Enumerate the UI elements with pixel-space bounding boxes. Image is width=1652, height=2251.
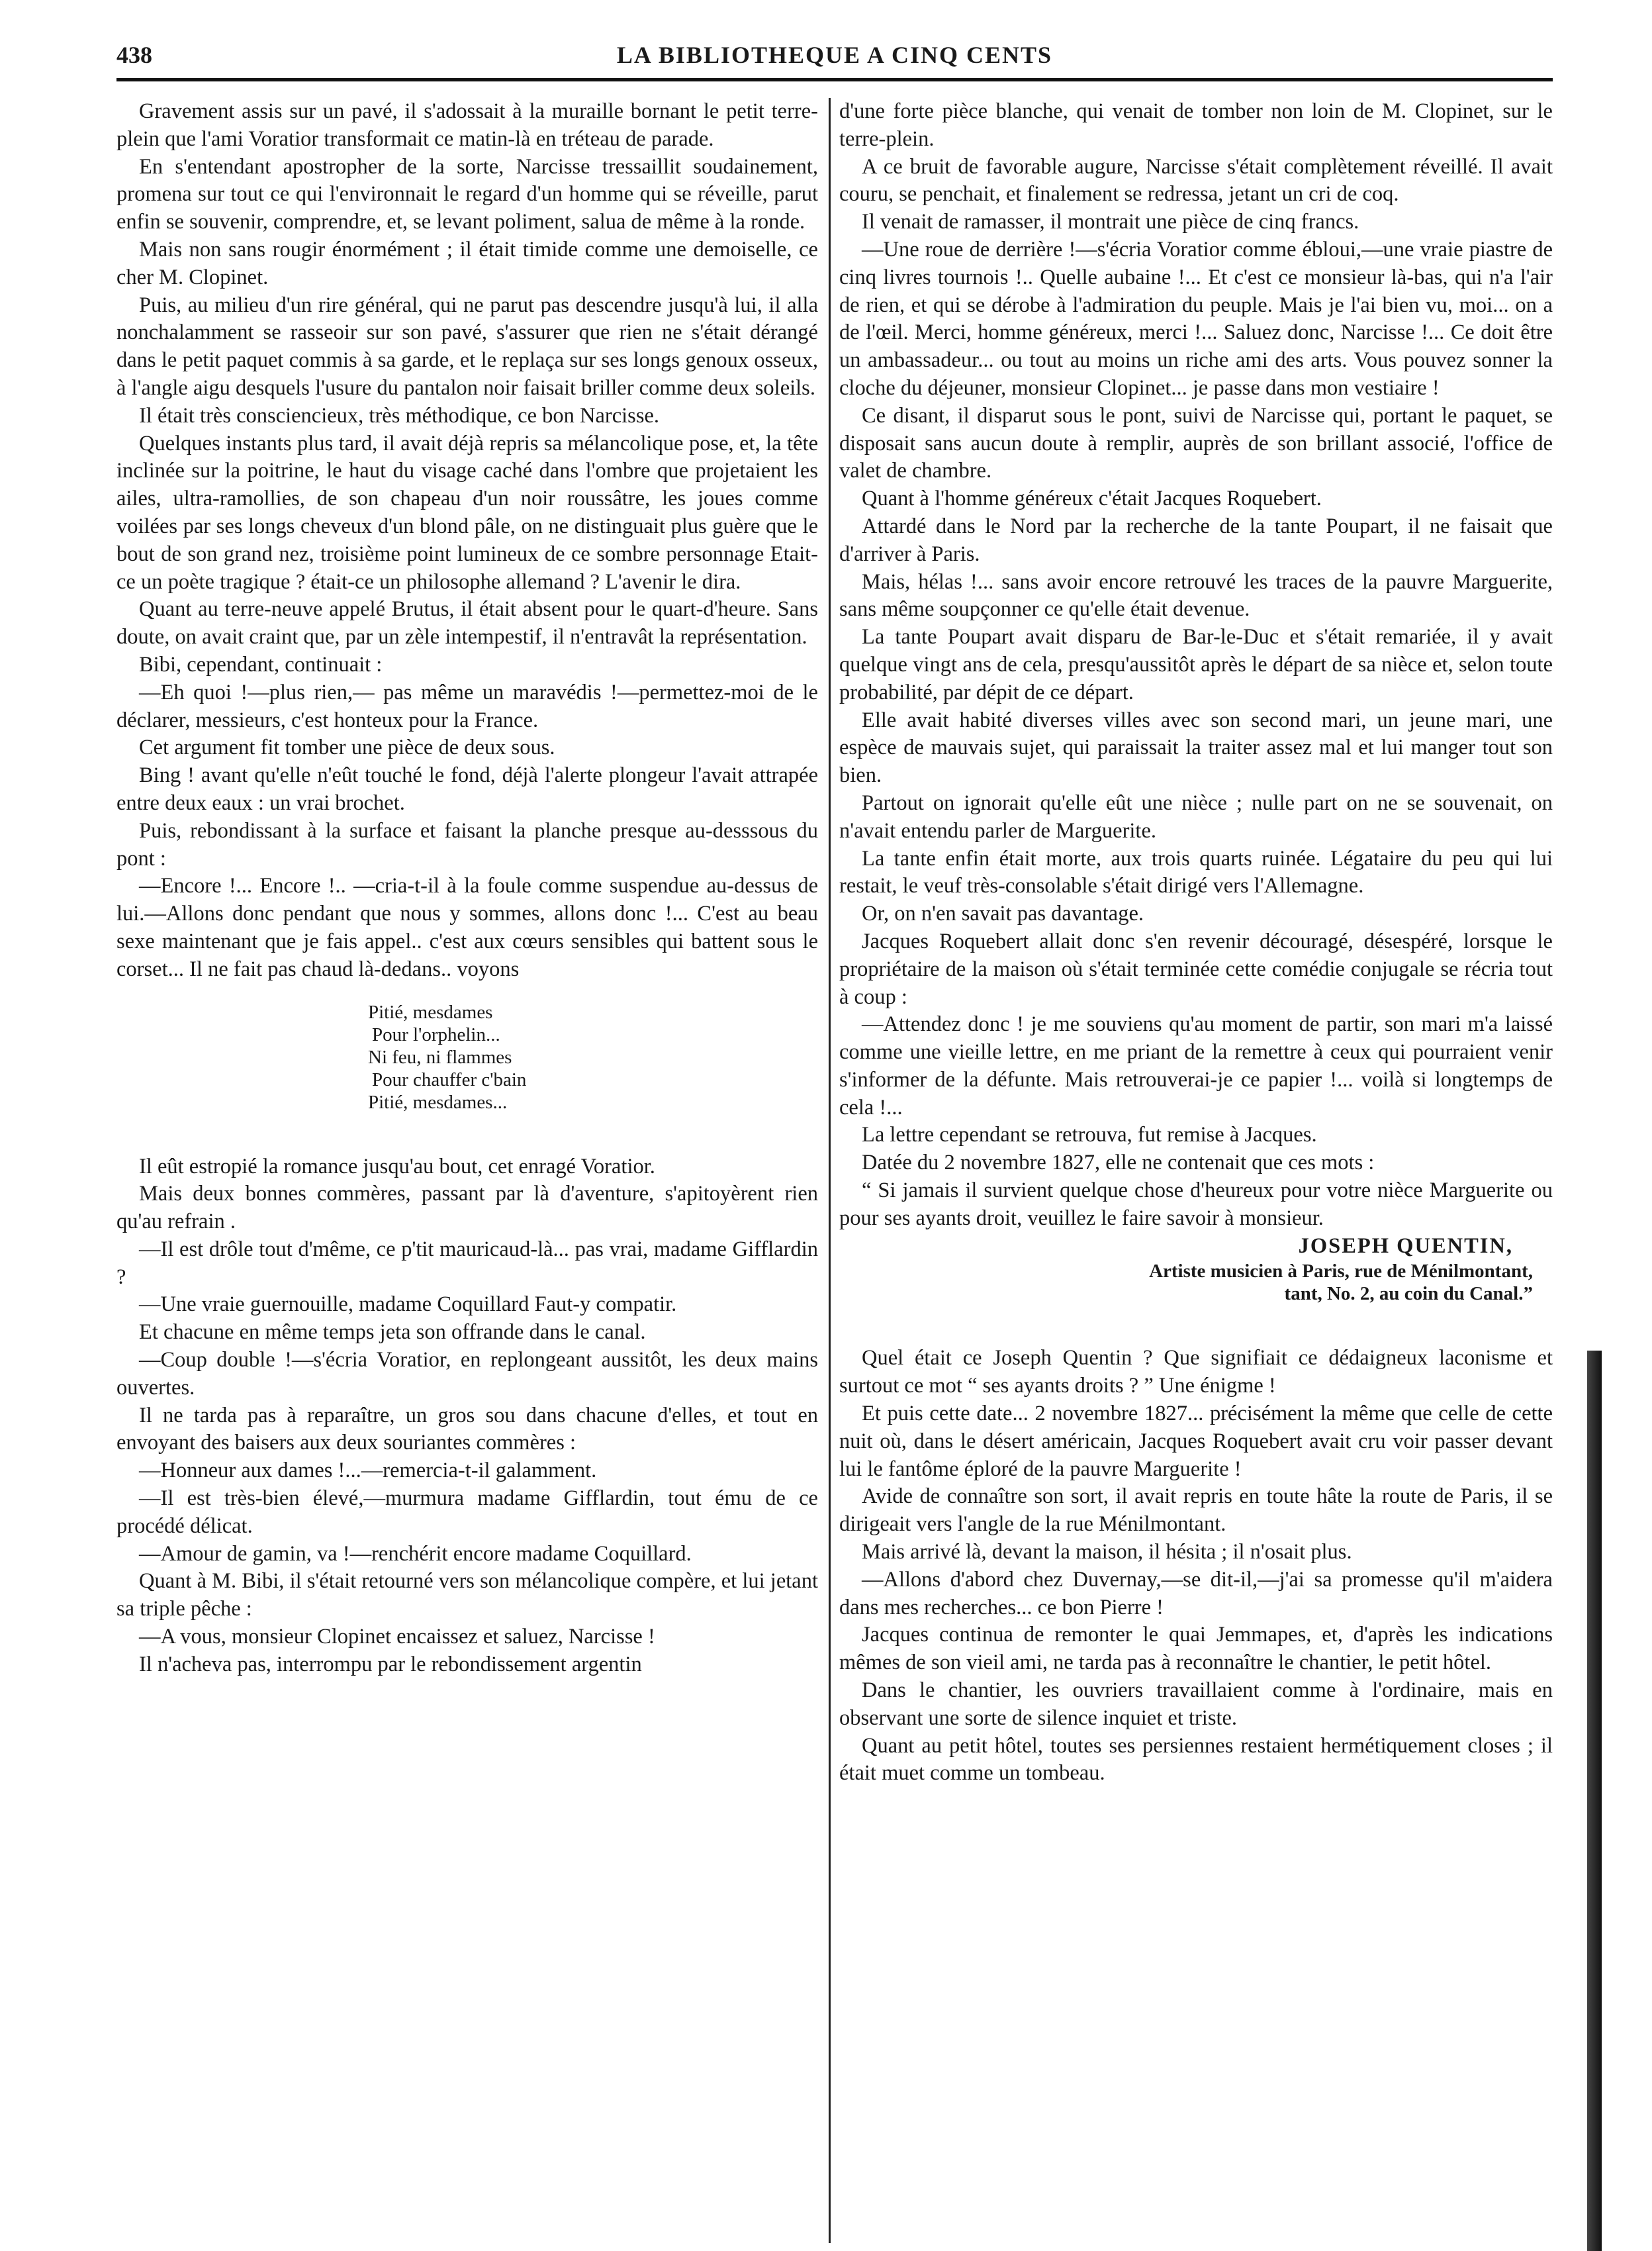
verse-line: Pour l'orphelin... xyxy=(372,1024,500,1045)
paragraph: —Attendez donc ! je me souviens qu'au moment de partir, son mari m'a laissé comme une vieille lettre, en me priant de la remettre à ceux qui pourraient venir s'informer de la défunte. Mais retrouverai-je ce papier !... voilà si longtemps de cela !... xyxy=(839,1012,1553,1120)
paragraph: —Amour de gamin, va !—renchérit encore madame Coquillard. xyxy=(139,1541,692,1566)
paragraph: —Encore !... Encore !.. —cria-t-il à la foule comme suspendue au-dessus de lui.—Allons donc pendant que nous y sommes, allons donc !... C'est au beau sexe maintenant que je fais appel.. c'est aux cœurs sensibles qui battent sous le corset... Il ne fait pas chaud là-dedans.. voyons xyxy=(116,874,818,981)
paragraph: La lettre cependant se retrouva, fut remise à Jacques. xyxy=(862,1123,1317,1147)
paragraph: Bing ! avant qu'elle n'eût touché le fond, déjà l'alerte plongeur l'avait attrapée entre deux eaux : un vrai brochet. xyxy=(116,763,818,815)
paragraph: Il n'acheva pas, interrompu par le rebondissement argentin xyxy=(139,1652,642,1676)
paragraph: Quant au petit hôtel, toutes ses persiennes restaient hermétiquement closes ; il était muet comme un tombeau. xyxy=(839,1733,1553,1786)
paragraph: Il était très consciencieux, très méthodique, ce bon Narcisse. xyxy=(139,403,660,428)
column-divider xyxy=(829,98,831,2243)
paragraph: Mais deux bonnes commères, passant par là d'aventure, s'apitoyèrent rien qu'au refrain . xyxy=(116,1182,818,1234)
verse-line: Pitié, mesdames... xyxy=(368,1091,508,1113)
paragraph: Or, on n'en savait pas davantage. xyxy=(862,902,1144,926)
paragraph: Bibi, cependant, continuait : xyxy=(139,652,383,677)
paragraph: Puis, au milieu d'un rire général, qui ne parut pas descendre jusqu'à lui, il alla nonchalamment se rasseoir sur son pavé, s'assurer que rien ne s'était dérangé dans le petit paquet commis à sa garde, et le replaça sur ses longs genoux osseux, à l'angle aigu desquels l'usure du pantalon noir faisait briller comme deux soleils. xyxy=(116,293,818,400)
paragraph: Quel était ce Joseph Quentin ? Que signifiait ce dédaigneux laconisme et surtout ce mot “ ses ayants droits ? ” Une énigme ! xyxy=(839,1346,1553,1398)
letter-signature: JOSEPH QUENTIN, xyxy=(1298,1233,1513,1258)
paragraph: —Coup double !—s'écria Voratior, en replongeant aussitôt, les deux mains ouvertes. xyxy=(116,1348,818,1400)
page-edge-shadow xyxy=(1587,1351,1602,2251)
paragraph: Elle avait habité diverses villes avec son second mari, un jeune mari, une espèce de mauvais sujet, qui paraissait la traiter assez mal et lui manger tout son bien. xyxy=(839,708,1553,788)
paragraph: Mais non sans rougir énormément ; il était timide comme une demoiselle, ce cher M. Clopinet. xyxy=(116,237,818,289)
paragraph: Ce disant, il disparut sous le pont, suivi de Narcisse qui, portant le paquet, se disposait sans aucun doute à remplir, auprès de son brillant associé, l'office de valet de chambre. xyxy=(839,403,1553,483)
paragraph: “ Si jamais il survient quelque chose d'heureux pour votre nièce Marguerite ou pour ses ayants droit, veuillez le faire savoir à monsieur. xyxy=(839,1178,1553,1230)
paragraph: Avide de connaître son sort, il avait repris en toute hâte la route de Paris, il se dirigeait vers l'angle de la rue Ménilmontant. xyxy=(839,1484,1553,1537)
paragraph: Et chacune en même temps jeta son offrande dans le canal. xyxy=(139,1320,646,1345)
paragraph: —Honneur aux dames !...—remercia-t-il galamment. xyxy=(139,1459,597,1483)
paragraph: —Il est très-bien élevé,—murmura madame Gifflardin, tout ému de ce procédé délicat. xyxy=(116,1486,818,1538)
paragraph: Attardé dans le Nord par la recherche de la tante Poupart, il ne faisait que d'arriver à Paris. xyxy=(839,514,1553,566)
paragraph: Mais, hélas !... sans avoir encore retrouvé les traces de la pauvre Marguerite, sans même soupçonner ce qu'elle était devenue. xyxy=(839,569,1553,622)
paragraph: Gravement assis sur un pavé, il s'adossait à la muraille bornant le petit terre-plein que l'ami Voratior transformait ce matin-là en tréteau de parade. xyxy=(116,99,818,151)
paragraph: —Il est drôle tout d'même, ce p'tit mauricaud-là... pas vrai, madame Gifflardin ? xyxy=(116,1237,818,1289)
song-verse xyxy=(116,1001,818,1114)
paragraph: Datée du 2 novembre 1827, elle ne contenait que ces mots : xyxy=(862,1151,1375,1175)
paragraph: Quant à l'homme généreux c'était Jacques Roquebert. xyxy=(862,487,1322,511)
running-title: LA BIBLIOTHEQUE A CINQ CENTS xyxy=(616,42,1053,68)
paragraph: Quant au terre-neuve appelé Brutus, il était absent pour le quart-d'heure. Sans doute, on avait craint que, par un zèle intempestif, il n'entravât la représentation. xyxy=(116,597,818,649)
paragraph: Et puis cette date... 2 novembre 1827... précisément la même que celle de cette nuit où, dans le désert américain, Jacques Roquebert avait cru voir passer devant lui le fantôme éploré de la pauvre Marguerite ! xyxy=(839,1402,1553,1481)
paragraph: Dans le chantier, les ouvriers travaillaient comme à l'ordinaire, mais en observant une sorte de silence inquiet et triste. xyxy=(839,1678,1553,1730)
paragraph: Jacques Roquebert allait donc s'en revenir découragé, désespéré, lorsque le propriétaire de la maison où s'était terminée cette comédie conjugale se récria tout à coup : xyxy=(839,929,1553,1009)
signature-address: tant, No. 2, au coin du Canal.” xyxy=(1284,1283,1533,1305)
paragraph: La tante Poupart avait disparu de Bar-le-Duc et s'était remariée, il y avait quelque vingt ans de cela, presqu'aussitôt après le départ de sa nièce et, selon toute probabilité, par dépit de ce départ. xyxy=(839,625,1553,704)
page-header xyxy=(116,41,1553,73)
verse-line: Pitié, mesdames xyxy=(368,1001,493,1023)
paragraph: —A vous, monsieur Clopinet encaissez et saluez, Narcisse ! xyxy=(139,1625,655,1649)
paragraph: Quant à M. Bibi, il s'était retourné vers son mélancolique compère, et lui jetant sa triple pêche : xyxy=(116,1569,818,1621)
paragraph: —Eh quoi !—plus rien,— pas même un maravédis !—permettez-moi de le déclarer, messieurs, c'est honteux pour la France. xyxy=(116,680,818,732)
paragraph: —Une vraie guernouille, madame Coquillard Faut-y compatir. xyxy=(139,1292,677,1317)
header-rule xyxy=(116,78,1553,81)
signature-address: Artiste musicien à Paris, rue de Ménilmontant, xyxy=(1149,1261,1533,1282)
paragraph: Il eût estropié la romance jusqu'au bout, cet enragé Voratior. xyxy=(139,1154,655,1178)
left-column xyxy=(116,98,818,1679)
paragraph: —Allons d'abord chez Duvernay,—se dit-il,—j'ai sa promesse qu'il m'aidera dans mes recherches... ce bon Pierre ! xyxy=(839,1567,1553,1619)
paragraph: Il venait de ramasser, il montrait une pièce de cinq francs. xyxy=(862,210,1359,234)
page-number: 438 xyxy=(116,42,152,68)
paragraph: Cet argument fit tomber une pièce de deux sous. xyxy=(139,736,555,760)
paragraph: La tante enfin était morte, aux trois quarts ruinée. Légataire du peu qui lui restait, le veuf très-consolable s'était dirigé vers l'Allemagne. xyxy=(839,846,1553,898)
paragraph: Quelques instants plus tard, il avait déjà repris sa mélancolique pose, et, la tête inclinée sur la poitrine, le haut du visage caché dans l'ombre que projetaient les ailes, ultra-ramollies, de son chapeau d'un noir roussâtre, les joues comme voilées par ses longs cheveux d'un blond pâle, on ne distinguait plus guère que le bout de son grand nez, troisième point lumineux de ce sombre personnage Etait-ce un poète tragique ? était-ce un philosophe allemand ? L'avenir le dira. xyxy=(116,431,818,594)
right-column xyxy=(839,98,1553,1788)
paragraph: d'une forte pièce blanche, qui venait de tomber non loin de M. Clopinet, sur le terre-plein. xyxy=(839,99,1553,151)
verse-line: Ni feu, ni flammes xyxy=(368,1046,512,1068)
verse-line: Pour chauffer c'bain xyxy=(372,1069,527,1090)
paragraph: Puis, rebondissant à la surface et faisant la planche presque au-desssous du pont : xyxy=(116,818,818,871)
paragraph: Partout on ignorait qu'elle eût une nièce ; nulle part on ne se souvenait, on n'avait entendu parler de Marguerite. xyxy=(839,790,1553,843)
paragraph: A ce bruit de favorable augure, Narcisse s'était complètement réveillé. Il avait couru, se penchait, et finalement se redressa, jetant un cri de coq. xyxy=(839,154,1553,207)
paragraph: Mais arrivé là, devant la maison, il hésita ; il n'osait plus. xyxy=(862,1540,1352,1564)
paragraph: —Une roue de derrière !—s'écria Voratior comme ébloui,—une vraie piastre de cinq livres tournois !.. Quelle aubaine !... Et c'est ce monsieur là-bas, qui n'a l'air de rien, et qui se dérobe à l'admiration du peuple. Mais je l'ai bien vu, moi... on a de l'œil. Merci, homme généreux, merci !... Saluez donc, Narcisse !... Ce doit être un ambassadeur... ou tout au moins un riche ami des arts. Vous pouvez sonner la cloche du déjeuner, monsieur Clopinet... je passe dans mon vestiaire ! xyxy=(839,237,1553,400)
paragraph: Jacques continua de remonter le quai Jemmapes, et, d'après les indications mêmes de son vieil ami, ne tarda pas à reconnaître le chantier, le petit hôtel. xyxy=(839,1623,1553,1675)
paragraph: En s'entendant apostropher de la sorte, Narcisse tressaillit soudainement, promena sur tout ce qui l'environnait le regard d'un homme qui se réveille, parut enfin se souvenir, comprendre, et, se levant poliment, salua de même à la ronde. xyxy=(116,154,818,234)
paragraph: Il ne tarda pas à reparaître, un gros sou dans chacune d'elles, et tout en envoyant des baisers aux deux souriantes commères : xyxy=(116,1403,818,1455)
